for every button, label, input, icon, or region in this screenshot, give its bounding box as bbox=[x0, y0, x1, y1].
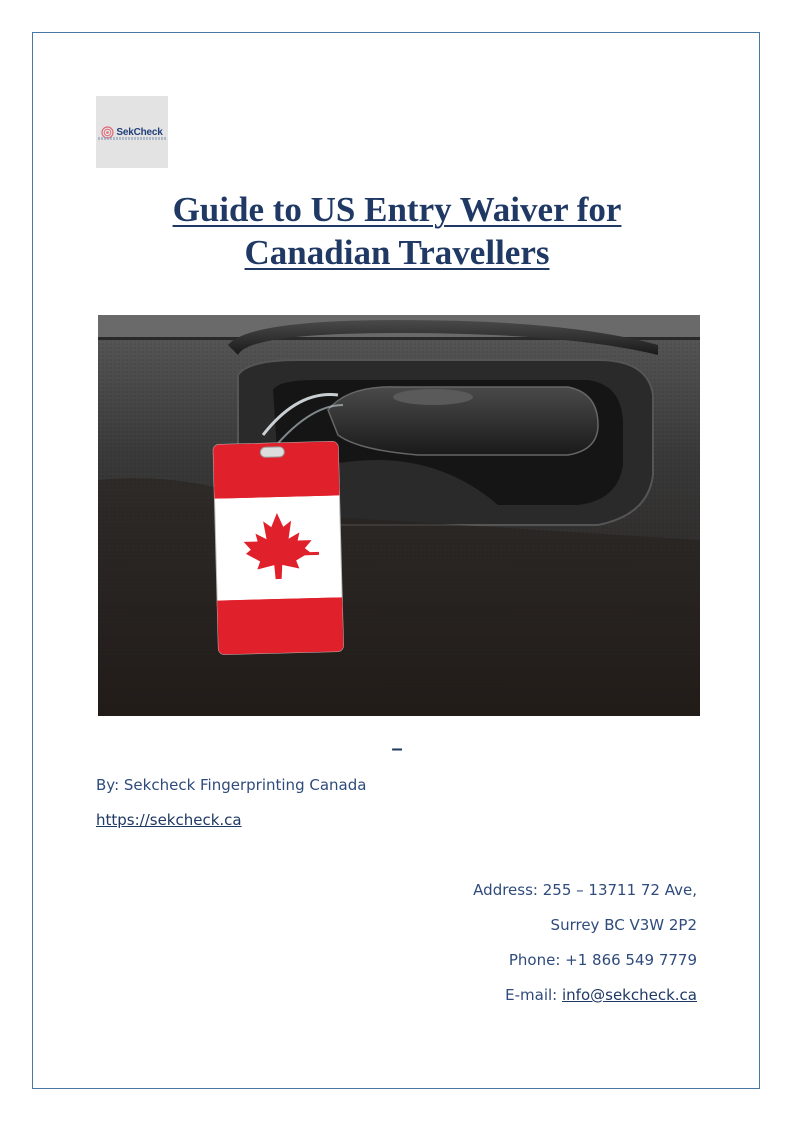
separator-dash: – bbox=[391, 738, 403, 760]
canada-flag-luggage-tag bbox=[213, 441, 343, 654]
email-label: E-mail: bbox=[505, 986, 562, 1004]
sekcheck-logo bbox=[96, 96, 168, 168]
email-link[interactable]: info@sekcheck.ca bbox=[562, 986, 697, 1004]
logo-text: SekCheck bbox=[116, 126, 163, 138]
address-line-2: Surrey BC V3W 2P2 bbox=[550, 916, 697, 934]
address-line-1: Address: 255 – 13711 72 Ave, bbox=[473, 881, 697, 899]
luggage-canada-tag-photo bbox=[98, 315, 700, 716]
phone-number: Phone: +1 866 549 7779 bbox=[508, 951, 697, 969]
page-title bbox=[96, 188, 698, 274]
title-line-2: Canadian Travellers bbox=[244, 233, 550, 272]
author-byline: By: Sekcheck Fingerprinting Canada bbox=[96, 776, 367, 794]
logo-tagline bbox=[98, 137, 166, 140]
title-line-1: Guide to US Entry Waiver for bbox=[172, 190, 622, 229]
email-line bbox=[505, 986, 697, 1004]
website-link[interactable]: https://sekcheck.ca bbox=[96, 811, 242, 829]
